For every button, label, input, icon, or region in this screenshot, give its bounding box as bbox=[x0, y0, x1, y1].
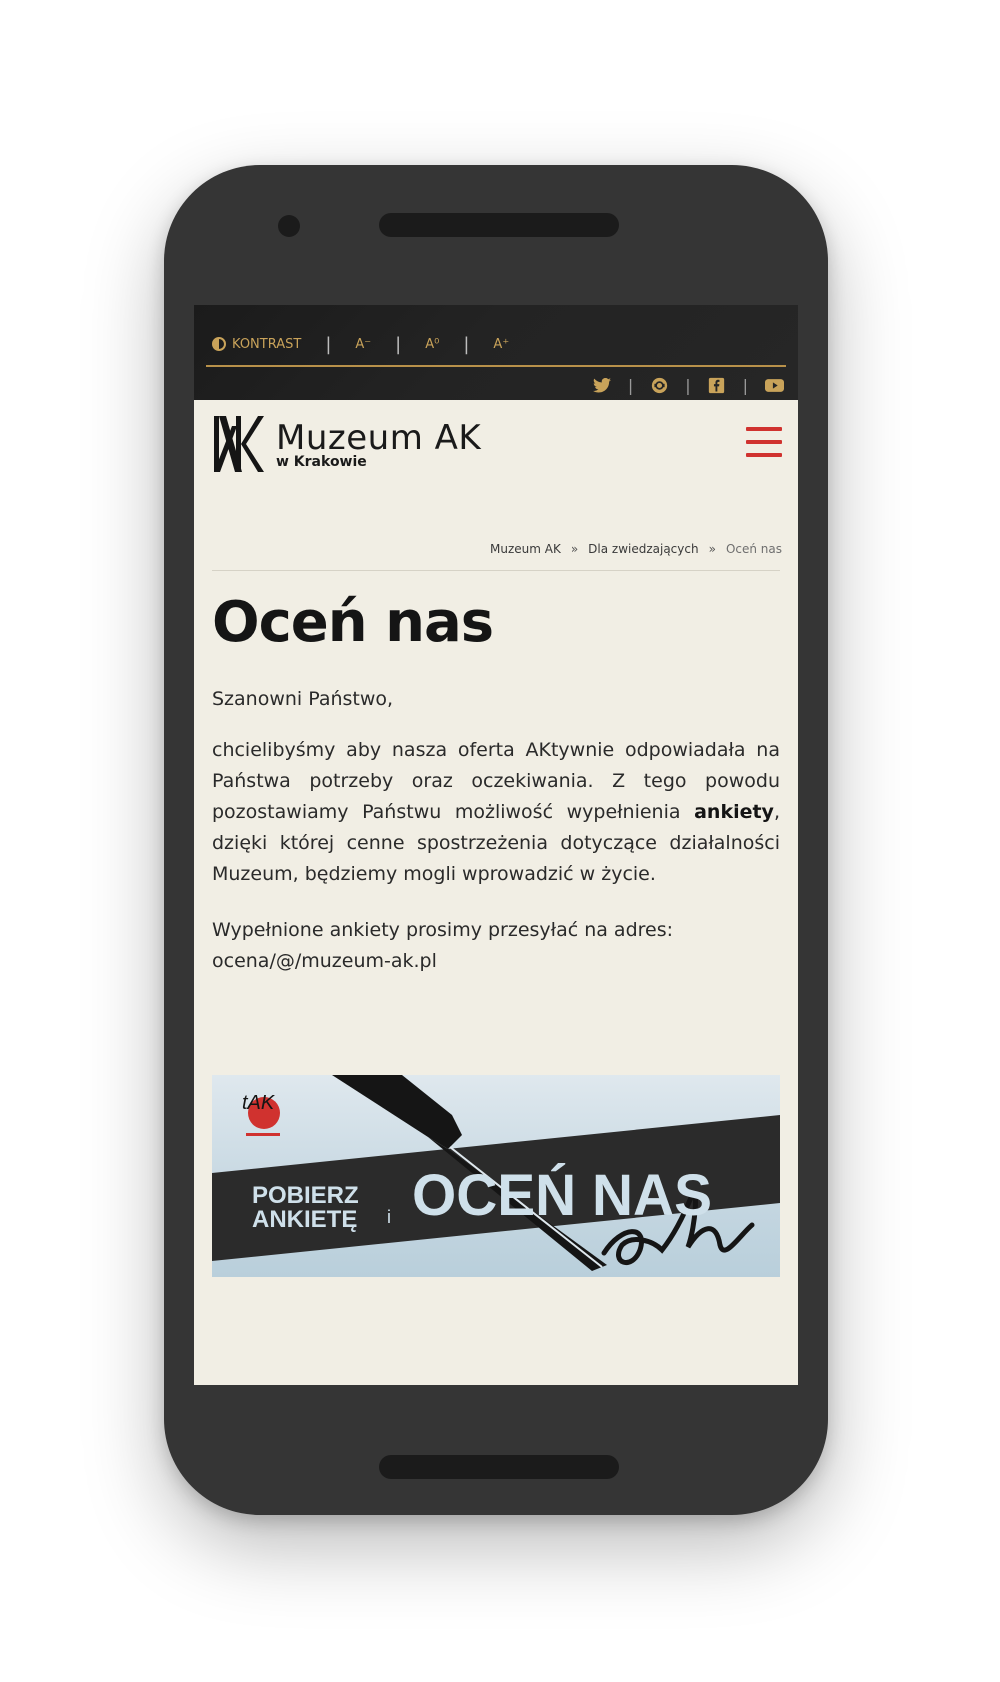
separator: | bbox=[463, 333, 470, 355]
site-header bbox=[194, 400, 798, 490]
intro-paragraph bbox=[212, 735, 780, 890]
earpiece-speaker bbox=[379, 213, 619, 237]
breadcrumb-current: Oceń nas bbox=[725, 542, 782, 556]
separator: | bbox=[395, 333, 402, 355]
separator: | bbox=[685, 375, 691, 395]
menu-button[interactable] bbox=[746, 427, 782, 457]
twitter-icon[interactable] bbox=[592, 375, 612, 395]
contact-email[interactable]: ocena/@/muzeum-ak.pl bbox=[212, 950, 437, 972]
logo-subtitle: w Krakowie bbox=[276, 454, 367, 470]
phone-screen bbox=[194, 305, 798, 1385]
breadcrumb-section-link[interactable]: Dla zwiedzających bbox=[588, 542, 699, 556]
phone-frame bbox=[164, 165, 828, 1515]
banner-headline: OCEŃ NAS bbox=[412, 1163, 712, 1228]
greeting-text: Szanowni Państwo, bbox=[212, 688, 394, 710]
facebook-icon[interactable] bbox=[707, 375, 727, 395]
menu-bar bbox=[746, 427, 782, 431]
logo-title[interactable]: Muzeum AK bbox=[276, 418, 482, 458]
breadcrumb bbox=[490, 542, 782, 556]
contrast-icon bbox=[212, 337, 226, 351]
intro-text-end: , dzięki której cenne spostrzeżenia dotyczące działalności Muzeum, będziemy mogli wprowadzić w życie. bbox=[212, 801, 780, 885]
font-size-normal-button[interactable]: A⁰ bbox=[425, 336, 440, 352]
survey-link[interactable]: ankiety bbox=[694, 801, 774, 823]
contrast-label: KONTRAST bbox=[232, 336, 302, 352]
separator: | bbox=[742, 375, 748, 395]
banner-text-pobierz: POBIERZ bbox=[252, 1182, 359, 1209]
font-size-small-button[interactable]: A⁻ bbox=[355, 336, 372, 352]
separator: | bbox=[627, 375, 634, 395]
banner-logo-text: tAK bbox=[242, 1092, 275, 1114]
contrast-toggle[interactable] bbox=[212, 337, 301, 352]
accessibility-bar bbox=[212, 329, 509, 359]
youtube-icon[interactable] bbox=[764, 375, 784, 395]
banner-graphic bbox=[212, 1075, 780, 1277]
banner-text-connector: i bbox=[387, 1207, 391, 1227]
gold-divider bbox=[206, 365, 786, 367]
social-links bbox=[592, 371, 784, 399]
separator: | bbox=[325, 333, 332, 355]
divider bbox=[212, 570, 780, 571]
breadcrumb-separator: » bbox=[708, 542, 716, 556]
menu-bar bbox=[746, 453, 782, 457]
front-camera bbox=[278, 215, 300, 237]
breadcrumb-separator: » bbox=[570, 542, 579, 556]
breadcrumb-home-link[interactable]: Muzeum AK bbox=[489, 542, 561, 556]
contact-paragraph bbox=[212, 915, 780, 977]
banner-text-ankiete: ANKIETĘ bbox=[252, 1206, 358, 1233]
contact-text: Wypełnione ankiety prosimy przesyłać na adres: bbox=[212, 919, 674, 941]
font-size-large-button[interactable]: A⁺ bbox=[493, 336, 510, 352]
instagram-icon[interactable] bbox=[649, 375, 669, 395]
logo-mark[interactable] bbox=[212, 414, 264, 474]
page-title: Oceń nas bbox=[212, 590, 494, 655]
survey-banner[interactable] bbox=[212, 1075, 780, 1277]
top-bar bbox=[194, 305, 798, 400]
home-bar[interactable] bbox=[379, 1455, 619, 1479]
menu-bar bbox=[746, 440, 782, 444]
intro-text: chcielibyśmy aby nasza oferta AKtywnie odpowiadała na Państwa potrzeby oraz oczekiwania. Z tego powodu pozostawiamy Państwu możliwość wypełnienia bbox=[212, 739, 780, 823]
